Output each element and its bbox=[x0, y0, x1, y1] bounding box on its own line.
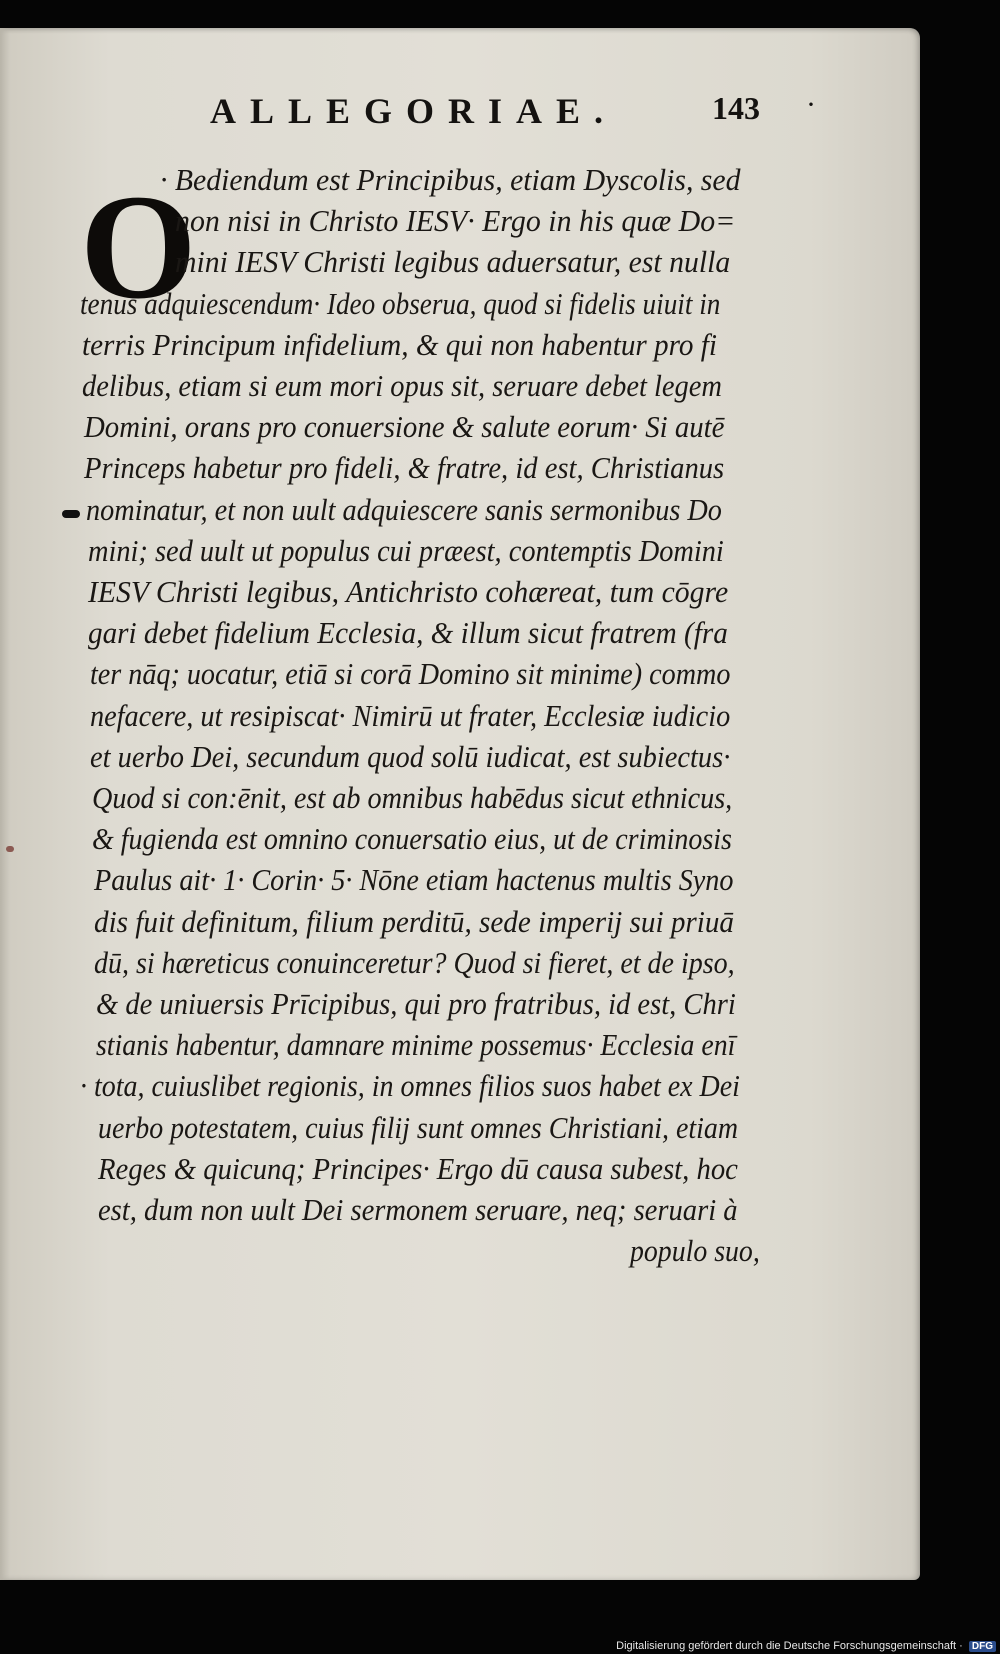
text-line: mini; sed uult ut populus cui præest, contemptis Domini bbox=[88, 532, 724, 568]
text-line: nefacere, ut resipiscat· Nimirū ut frater, Ecclesiæ iudicio bbox=[90, 697, 731, 733]
text-line: dū, si hæreticus conuinceretur? Quod si fieret, et de ipso, bbox=[94, 944, 735, 980]
margin-mark bbox=[62, 510, 80, 518]
text-line: nominatur, et non uult adquiescere sanis sermonibus Do bbox=[86, 491, 722, 527]
text-line: delibus, etiam si eum mori opus sit, seruare debet legem bbox=[82, 368, 722, 403]
footer-credit bbox=[616, 1640, 996, 1652]
header-dot: · bbox=[806, 88, 816, 121]
running-head: ALLEGORIAE. bbox=[210, 91, 618, 131]
text-line: tenus adquiescendum· Ideo obserua, quod si fidelis uiuit in bbox=[80, 285, 721, 321]
drop-cap: O bbox=[80, 164, 197, 330]
text-line: Quod si con:ēnit, est ab omnibus habēdus sicut ethnicus, bbox=[92, 780, 733, 815]
text-line: ter nāq; uocatur, etiā si corā Domino sit minime) commo bbox=[90, 656, 731, 692]
page-edge-shadow bbox=[0, 28, 10, 1580]
text-line: et uerbo Dei, secundum quod solū iudicat, est subiectus· bbox=[90, 738, 731, 774]
text-line: non nisi in Christo IESV· Ergo in his quæ Do= bbox=[175, 203, 736, 239]
text-line: terris Principum infidelium, & qui non habentur pro fi bbox=[82, 326, 717, 362]
dfg-logo: DFG bbox=[969, 1641, 996, 1652]
text-line: uerbo potestatem, cuius filij sunt omnes Christiani, etiam bbox=[98, 1109, 739, 1145]
text-line: · Bediendum est Principibus, etiam Dyscolis, sed bbox=[160, 162, 741, 197]
text-line: Paulus ait· 1· Corin· 5· Nōne etiam hactenus multis Syno bbox=[94, 862, 734, 898]
text-line: Princeps habetur pro fideli, & fratre, id est, Christianus bbox=[84, 450, 725, 486]
footer-text: Digitalisierung gefördert durch die Deutsche Forschungsgemeinschaft · bbox=[616, 1640, 963, 1652]
text-line: & de uniuersis Prīcipibus, qui pro fratribus, id est, Chri bbox=[96, 986, 736, 1021]
text-line: & fugienda est omnino conuersatio eius, ut de criminosis bbox=[92, 821, 732, 857]
margin-stain bbox=[6, 846, 14, 852]
text-line: IESV Christi legibus, Antichristo cohæreat, tum cōgre bbox=[88, 574, 729, 609]
page-number: 143 bbox=[712, 90, 760, 126]
text-line: Domini, orans pro conuersione & salute eorum· Si autē bbox=[84, 409, 725, 445]
text-line: dis fuit definitum, filium perditū, sede imperij sui priuā bbox=[94, 903, 734, 939]
text-line: populo suo, bbox=[630, 1233, 760, 1269]
text-line: mini IESV Christi legibus aduersatur, est nulla bbox=[175, 244, 731, 280]
text-line: · tota, cuiuslibet regionis, in omnes filios suos habet ex Dei bbox=[80, 1068, 740, 1104]
text-line: est, dum non uult Dei sermonem seruare, neq; seruari à bbox=[98, 1192, 738, 1227]
text-line: gari debet fidelium Ecclesia, & illum sicut fratrem (fra bbox=[88, 615, 728, 651]
text-line: Reges & quicunq; Principes· Ergo dū causa subest, hoc bbox=[98, 1150, 738, 1186]
text-line: stianis habentur, damnare minime possemus· Ecclesia enī bbox=[96, 1027, 736, 1063]
